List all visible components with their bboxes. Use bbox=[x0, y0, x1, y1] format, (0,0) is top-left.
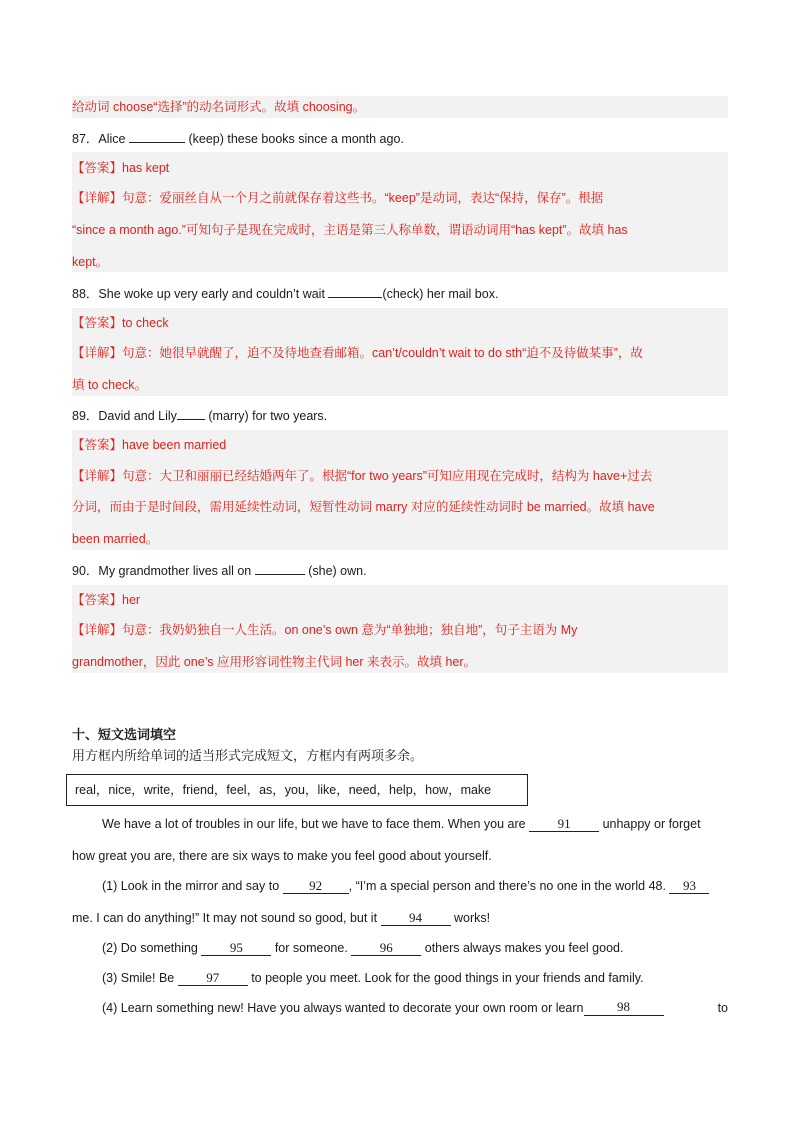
detail-90-line-2: grandmother，因此 one’s 应用形容词性物主代词 her 来表示。故填 her。 bbox=[72, 655, 477, 669]
answer-87: 【答案】has kept bbox=[72, 161, 170, 175]
passage-line-4: me. I can do anything!” It may not sound so good, but it 94 works! bbox=[72, 910, 491, 925]
passage-line-2: how great you are, there are six ways to make you feel good about yourself. bbox=[72, 849, 492, 863]
detail-87-line-2: “since a month ago.”可知句子是现在完成时，主语是第三人称单数，谓语动词用“has kept”。故填 has bbox=[72, 223, 628, 237]
answer-88: 【答案】to check bbox=[72, 316, 169, 330]
passage-line-3: (1) Look in the mirror and say to 92 , “I’m a special person and there’s no one in the world 48. 93 bbox=[72, 878, 728, 894]
answer-89: 【答案】have been married bbox=[72, 438, 227, 452]
blank-line bbox=[177, 407, 205, 420]
detail-87-line-1: 【详解】句意：爱丽丝自从一个月之前就保存着这些书。“keep”是动词，表达“保持，保存”。根据 bbox=[72, 191, 604, 205]
detail-87-line-3: kept。 bbox=[72, 255, 109, 269]
detail-90-line-1: 【详解】句意：我奶奶独自一人生活。on one’s own 意为“单独地；独自地”，句子主语为 My bbox=[72, 623, 578, 637]
detail-88-line-1: 【详解】句意：她很早就醒了，迫不及待地查看邮箱。can’t/couldn’t wait to do sth“迫不及待做某事”，故 bbox=[72, 346, 643, 360]
question-88: 88．She woke up very early and couldn’t wait (check) her mail box. bbox=[72, 287, 499, 301]
q86-detail-tail: 给动词 choose“选择”的动名词形式。故填 choosing。 bbox=[72, 100, 366, 114]
section-instruction: 用方框内所给单词的适当形式完成短文，方框内有两项多余。 bbox=[72, 748, 424, 763]
passage-line-1: We have a lot of troubles in our life, but we have to face them. When you are 91 unhappy or forget bbox=[102, 816, 701, 831]
question-89: 89．David and Lily (marry) for two years. bbox=[72, 409, 328, 423]
word-box: real，nice，write，friend，feel，as，you，like，need，help，how，make bbox=[66, 774, 528, 806]
detail-89-line-1: 【详解】句意：大卫和丽丽已经结婚两年了。根据“for two years”可知应用现在完成时，结构为 have+过去 bbox=[72, 469, 653, 483]
question-87: 87．Alice (keep) these books since a month ago. bbox=[72, 132, 404, 146]
passage-line-5: (2) Do something 95 for someone. 96 others always makes you feel good. bbox=[102, 940, 624, 955]
blank-91: 91 bbox=[529, 817, 599, 832]
blank-line bbox=[255, 562, 305, 575]
detail-89-line-2: 分词，而由于是时间段，需用延续性动词，短暂性动词 marry 对应的延续性动词时 be married。故填 have bbox=[72, 500, 655, 514]
blank-line bbox=[328, 285, 382, 298]
answer-90: 【答案】her bbox=[72, 593, 141, 607]
question-90: 90．My grandmother lives all on (she) own. bbox=[72, 564, 367, 578]
passage-line-7: (4) Learn something new! Have you always wanted to decorate your own room or learn 98 to bbox=[102, 999, 728, 1015]
detail-88-line-2: 填 to check。 bbox=[72, 378, 148, 392]
blank-96: 96 bbox=[351, 941, 421, 956]
detail-89-line-3: been married。 bbox=[72, 532, 159, 546]
blank-92: 92 bbox=[283, 879, 349, 894]
passage-line-6: (3) Smile! Be 97 to people you meet. Look for the good things in your friends and family. bbox=[102, 970, 644, 985]
blank-93: 93 bbox=[669, 879, 709, 894]
blank-94: 94 bbox=[381, 911, 451, 926]
blank-98: 98 bbox=[584, 1000, 664, 1016]
blank-line bbox=[129, 130, 185, 143]
blank-95: 95 bbox=[201, 941, 271, 956]
blank-97: 97 bbox=[178, 971, 248, 986]
section-title: 十、短文选词填空 bbox=[72, 727, 177, 742]
